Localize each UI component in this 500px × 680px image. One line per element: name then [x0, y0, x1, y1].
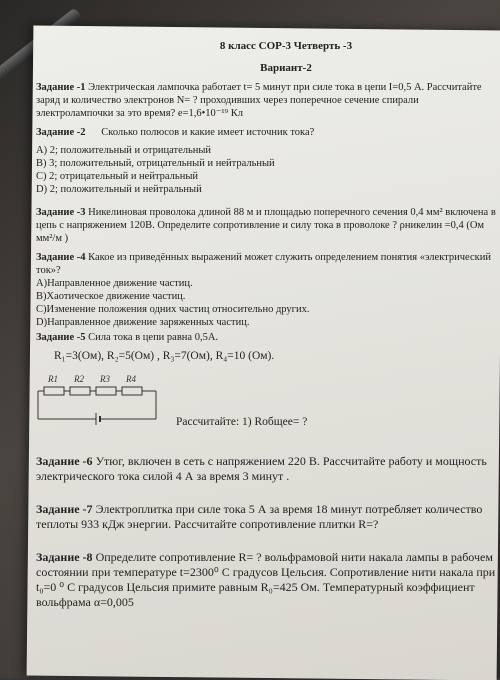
resistor-r4 [122, 387, 142, 395]
task-2-question: Сколько полюсов и какие имеет источник тока? [101, 127, 315, 138]
task-4-question: Какое из приведённых выражений может служить определением понятия «электрический ток»? [36, 252, 491, 276]
task-2-label: Задание -2 [36, 127, 86, 138]
task-3 [36, 206, 496, 245]
page-title: 8 класс СОР-3 Четверть -3 [219, 40, 353, 52]
task-5-resistances: R₁=3(Ом), R₂=5(Ом) , R₃=7(Ом), R₄=10 (Ом). [54, 350, 275, 362]
resistor-label-1: R1 [48, 374, 58, 384]
task-5-calc: Рассчитайте: 1) Rобщее= ? [176, 416, 308, 428]
task-6-label: Задание -6 [36, 454, 93, 468]
worksheet [36, 40, 496, 678]
task-2-option-a: A) 2; положительный и отрицательный [36, 145, 212, 156]
resistor-label-4: R4 [126, 374, 136, 384]
task-5-label: Задание -5 [36, 332, 86, 343]
task-4-label: Задание -4 [36, 252, 86, 263]
task-1-text: Электрическая лампочка работает t= 5 минут при силе тока в цепи I=0,5 А. Рассчитайте заряд и количество электронов N= ? проходивших через поперечное сечение спирали электролампочки за это время? е=1,6•10⁻¹⁹ Кл [36, 82, 482, 119]
task-7 [36, 502, 496, 532]
task-2-option-d: D) 2; положительный и нейтральный [36, 184, 202, 195]
resistor-r3 [96, 387, 116, 395]
task-6-text: Утюг, включен в сеть с напряжением 220 В. Рассчитайте работу и мощность электрического тока силой 4 А за время 3 минут . [36, 454, 487, 483]
task-8-text: Определите сопротивление R= ? вольфрамовой нити накала лампы в рабочем состоянии при температуре t=2300⁰ С градусов Цельсия. Сопротивление нити накала при t₀=0 ⁰ С градусов Цельсия примите равным R₀=425 Ом. Температурный коэффициент вольфрама α=0,005 [36, 550, 496, 609]
resistor-label-2: R2 [74, 374, 84, 384]
variant-heading: Вариант-2 [260, 62, 312, 74]
task-7-text: Электроплитка при силе тока 5 А за время 18 минут потребляет количество теплоты 933 кДж энергии. Рассчитайте сопротивление плитки R=? [36, 502, 483, 531]
task-4-option-a: A)Направленное движение частиц. [36, 278, 193, 289]
task-8 [36, 550, 496, 610]
task-7-label: Задание -7 [36, 502, 93, 516]
task-5-text: Сила тока в цепи равна 0,5А. [88, 332, 219, 343]
task-4 [36, 251, 496, 329]
task-5 [36, 331, 496, 444]
task-2-option-b: B) 3; положительный, отрицательный и нейтральный [36, 158, 275, 169]
task-3-text: Никелиновая проволока длиной 88 м и площадью поперечного сечения 0,4 мм² включена в цепь с напряжением 120В. Определите сопротивление и силу тока в проволоке ? ρникелин =0,4 (Ом мм²/м ) [36, 207, 496, 244]
circuit-diagram [36, 369, 336, 444]
task-4-option-d: D)Направленное движение заряженных частиц. [36, 317, 250, 328]
task-1-label: Задание -1 [36, 82, 86, 93]
task-4-option-c: C)Изменение положения одних частиц относительно других. [36, 304, 310, 315]
task-1 [36, 81, 496, 120]
task-6 [36, 454, 496, 484]
task-3-label: Задание -3 [36, 207, 86, 218]
task-4-option-b: B)Хаотическое движение частиц. [36, 291, 186, 302]
circuit-svg [36, 369, 336, 444]
task-2 [36, 126, 496, 196]
task-2-option-c: C) 2; отрицательный и нейтральный [36, 171, 199, 182]
resistor-r1 [44, 387, 64, 395]
resistor-label-3: R3 [100, 374, 110, 384]
task-8-label: Задание -8 [36, 550, 93, 564]
resistor-r2 [70, 387, 90, 395]
